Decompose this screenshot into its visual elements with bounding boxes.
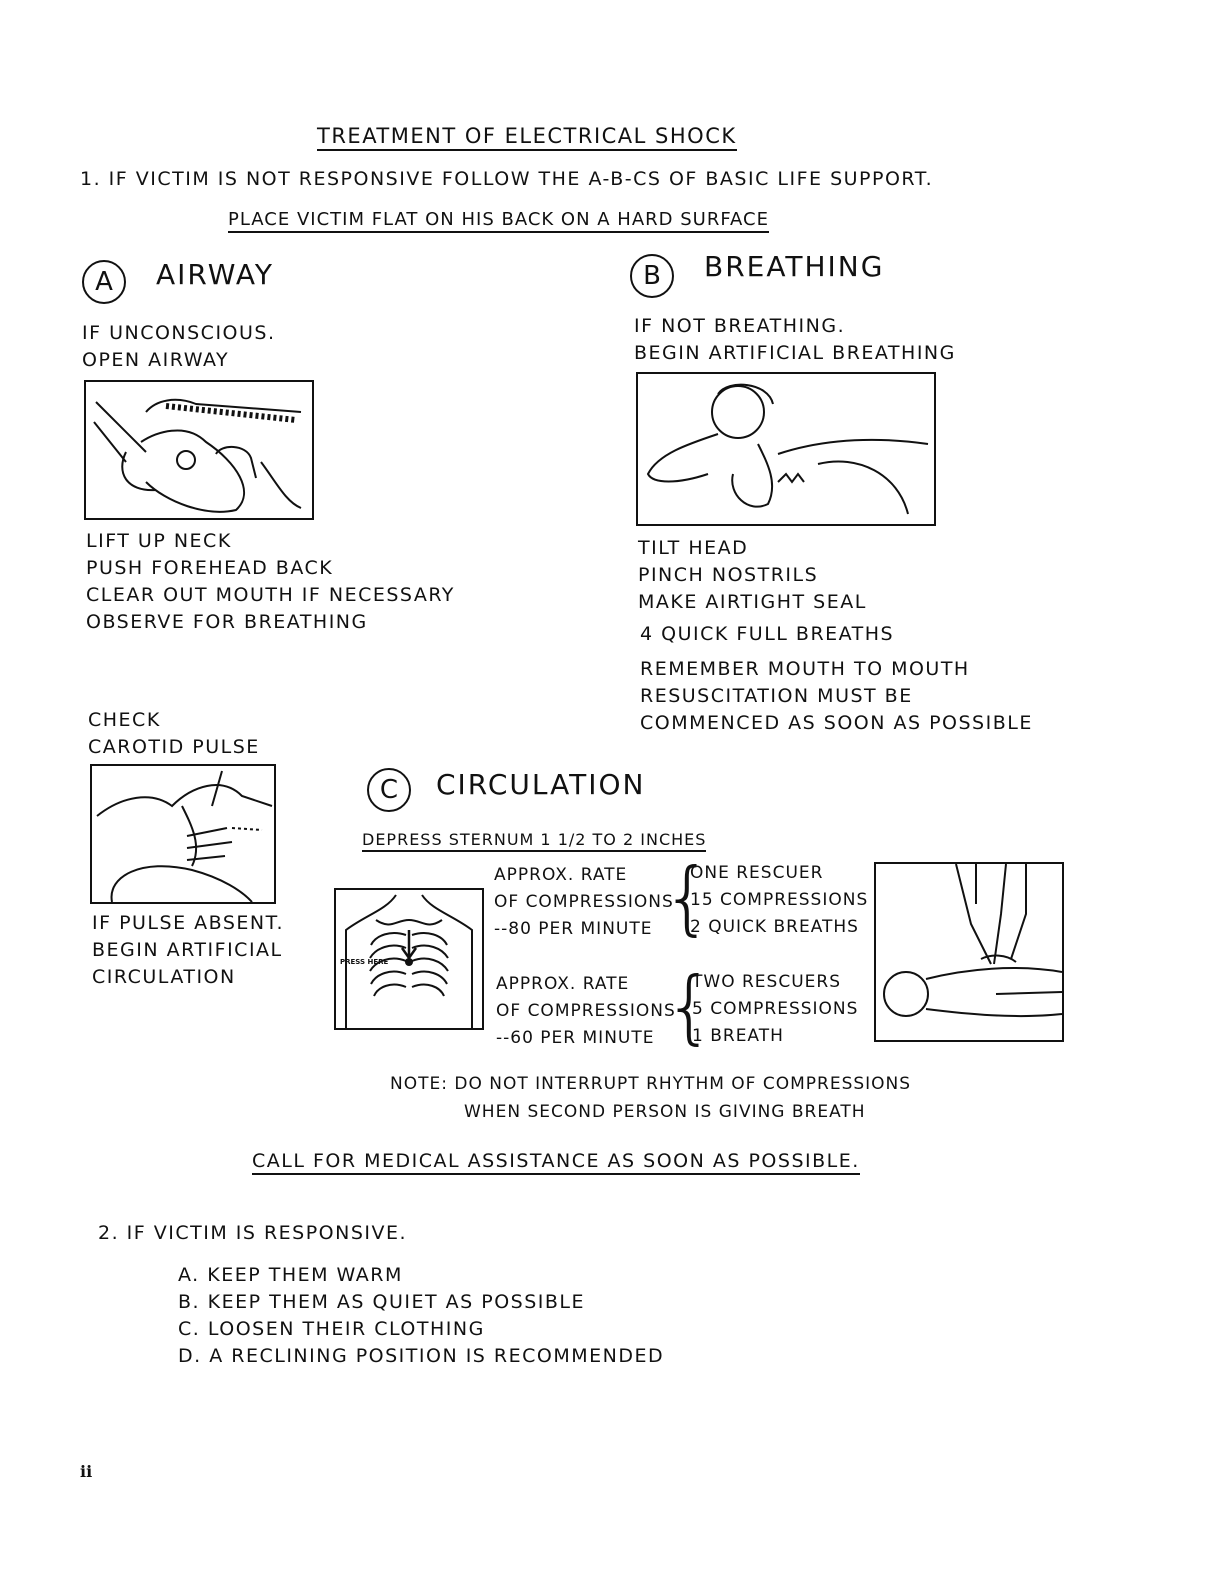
breathing-intro-line: IF NOT BREATHING.: [634, 315, 846, 337]
one-rescuer-rate: [494, 862, 674, 943]
airway-drawing-icon: [86, 382, 312, 518]
chest-compression-drawing-icon: [876, 864, 1062, 1040]
rate-line: OF COMPRESSIONS: [494, 892, 674, 912]
pulse-absent-line: IF PULSE ABSENT.: [92, 912, 284, 934]
airway-intro-line: OPEN AIRWAY: [82, 349, 230, 371]
badge-c: C: [367, 768, 411, 812]
note-line-2: WHEN SECOND PERSON IS GIVING BREATH: [464, 1102, 866, 1122]
airway-intro: [82, 320, 276, 374]
pulse-absent-line: BEGIN ARTIFICIAL: [92, 939, 283, 961]
sternum-illustration: [334, 888, 484, 1030]
airway-heading: AIRWAY: [156, 258, 274, 291]
circulation-heading: CIRCULATION: [436, 768, 646, 801]
rate-line: --80 PER MINUTE: [494, 919, 653, 939]
detail-line: ONE RESCUER: [690, 863, 824, 883]
detail-line: 1 BREATH: [692, 1026, 784, 1046]
brace-icon: {: [664, 960, 715, 1053]
item-letter: D.: [178, 1345, 202, 1367]
responsive-list: [178, 1262, 664, 1370]
check-pulse-line: CAROTID PULSE: [88, 736, 260, 758]
call-medical-assistance: CALL FOR MEDICAL ASSISTANCE AS SOON AS POSSIBLE.: [252, 1150, 860, 1175]
rate-line: --60 PER MINUTE: [496, 1028, 655, 1048]
breathing-step: PINCH NOSTRILS: [638, 564, 819, 586]
rate-line: APPROX. RATE: [496, 974, 630, 994]
airway-illustration: [84, 380, 314, 520]
breathing-steps: [638, 535, 867, 616]
page-number: ii: [80, 1462, 93, 1481]
item-letter: C.: [178, 1318, 201, 1340]
step-2: 2. IF VICTIM IS RESPONSIVE.: [98, 1222, 408, 1244]
item-text: KEEP THEM WARM: [207, 1264, 403, 1286]
airway-step: OBSERVE FOR BREATHING: [86, 611, 368, 633]
remember-line: COMMENCED AS SOON AS POSSIBLE: [640, 712, 1033, 734]
rate-line: OF COMPRESSIONS: [496, 1001, 676, 1021]
pulse-absent-line: CIRCULATION: [92, 966, 236, 988]
two-rescuers-detail: [692, 969, 858, 1050]
check-pulse-line: CHECK: [88, 709, 161, 731]
remember-line: RESUSCITATION MUST BE: [640, 685, 913, 707]
item-text: A RECLINING POSITION IS RECOMMENDED: [209, 1345, 665, 1367]
check-pulse: [88, 707, 260, 761]
quick-breaths: 4 QUICK FULL BREATHS: [640, 623, 895, 645]
item-letter: A.: [178, 1264, 200, 1286]
breathing-illustration: [636, 372, 936, 526]
breathing-remember: [640, 656, 1033, 737]
depress-sternum: DEPRESS STERNUM 1 1/2 TO 2 INCHES: [362, 830, 706, 852]
item-text: KEEP THEM AS QUIET AS POSSIBLE: [207, 1291, 585, 1313]
carotid-pulse-drawing-icon: [92, 766, 274, 902]
airway-step: CLEAR OUT MOUTH IF NECESSARY: [86, 584, 455, 606]
airway-steps: [86, 528, 455, 636]
detail-line: 15 COMPRESSIONS: [690, 890, 869, 910]
badge-b: B: [630, 254, 674, 298]
one-rescuer-detail: [690, 860, 868, 941]
badge-a: A: [82, 260, 126, 304]
pulse-illustration: [90, 764, 276, 904]
mouth-to-mouth-drawing-icon: [638, 374, 934, 524]
two-rescuers-rate: [496, 971, 676, 1052]
detail-line: 5 COMPRESSIONS: [692, 999, 859, 1019]
detail-line: TWO RESCUERS: [692, 972, 841, 992]
note-line-1: NOTE: DO NOT INTERRUPT RHYTHM OF COMPRESSIONS: [390, 1074, 912, 1094]
compression-illustration: [874, 862, 1064, 1042]
detail-line: 2 QUICK BREATHS: [690, 917, 859, 937]
item-text: LOOSEN THEIR CLOTHING: [207, 1318, 485, 1340]
brace-icon: {: [662, 851, 713, 944]
press-here-label: PRESS HERE: [340, 958, 389, 966]
breathing-step: TILT HEAD: [638, 537, 749, 559]
item-letter: B.: [178, 1291, 201, 1313]
breathing-intro-line: BEGIN ARTIFICIAL BREATHING: [634, 342, 956, 364]
page-title: TREATMENT OF ELECTRICAL SHOCK: [317, 124, 737, 151]
responsive-item: [178, 1262, 664, 1289]
breathing-intro: [634, 313, 956, 367]
responsive-item: [178, 1289, 664, 1316]
breathing-step: MAKE AIRTIGHT SEAL: [638, 591, 867, 613]
breathing-heading: BREATHING: [704, 250, 885, 283]
rate-line: APPROX. RATE: [494, 865, 628, 885]
responsive-item: [178, 1316, 664, 1343]
airway-intro-line: IF UNCONSCIOUS.: [82, 322, 276, 344]
airway-step: PUSH FOREHEAD BACK: [86, 557, 334, 579]
place-victim-instruction: PLACE VICTIM FLAT ON HIS BACK ON A HARD SURFACE: [228, 209, 769, 233]
responsive-item: [178, 1343, 664, 1370]
step-1: 1. IF VICTIM IS NOT RESPONSIVE FOLLOW THE A-B-CS OF BASIC LIFE SUPPORT.: [80, 168, 934, 190]
pulse-absent: [92, 910, 284, 991]
remember-line: REMEMBER MOUTH TO MOUTH: [640, 658, 970, 680]
airway-step: LIFT UP NECK: [86, 530, 232, 552]
